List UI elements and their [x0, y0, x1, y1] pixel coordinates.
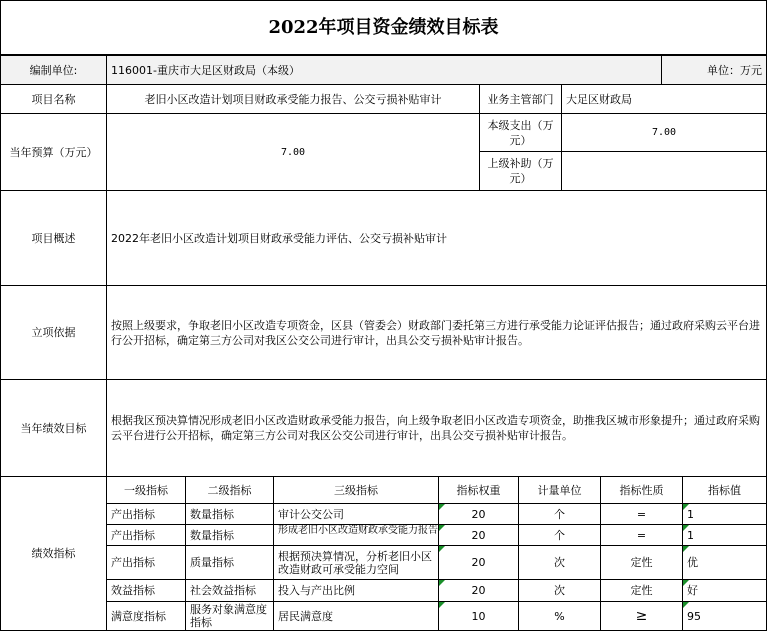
indicator-row1-l1: 产出指标	[106, 503, 186, 525]
overview-label: 项目概述	[0, 190, 107, 286]
indicator-row2-value: 1	[682, 524, 767, 546]
col-nature: 指标性质	[600, 476, 683, 504]
col-value: 指标值	[682, 476, 767, 504]
indicator-row2-nature: =	[600, 524, 683, 546]
indicator-row2-l3: 形成老旧小区改造财政承受能力报告	[273, 524, 439, 546]
indicator-label: 绩效指标	[0, 476, 107, 631]
project-name-label: 项目名称	[0, 84, 107, 114]
budget-value: 7.00	[106, 113, 480, 191]
indicator-row3-l1: 产出指标	[106, 545, 186, 580]
money-unit: 单位：万元	[661, 55, 767, 85]
indicator-row1-l2: 数量指标	[185, 503, 274, 525]
indicator-row1-nature: =	[600, 503, 683, 525]
unit-label: 编制单位:	[0, 55, 107, 85]
indicator-row1-unit: 个	[518, 503, 601, 525]
indicator-row5-l2: 服务对象满意度指标	[185, 601, 274, 631]
basis-label: 立项依据	[0, 285, 107, 380]
indicator-row4-value: 好	[682, 579, 767, 602]
col-level3: 三级指标	[273, 476, 439, 504]
dept-label: 业务主管部门	[479, 84, 562, 114]
own-expense-value: 7.00	[561, 113, 767, 152]
basis-value: 按照上级要求，争取老旧小区改造专项资金，区县（管委会）财政部门委托第三方进行承受能力论证评估报告；通过政府采购云平台进行公开招标，确定第三方公司对我区公交公司进行审计，出具公交亏损补贴审计报告。	[106, 285, 767, 380]
target-value: 根据我区预决算情况形成老旧小区改造财政承受能力报告，向上级争取老旧小区改造专项资金，助推我区城市形象提升；通过政府采购云平台进行公开招标，确定第三方公司对我区公交公司进行审计，出具公交亏损补贴审计报告。	[106, 379, 767, 477]
indicator-row5-l3: 居民满意度	[273, 601, 439, 631]
col-level2: 二级指标	[185, 476, 274, 504]
indicator-row4-unit: 次	[518, 579, 601, 602]
indicator-row4-l2: 社会效益指标	[185, 579, 274, 602]
col-level1: 一级指标	[106, 476, 186, 504]
target-label: 当年绩效目标	[0, 379, 107, 477]
indicator-row1-l3: 审计公交公司	[273, 503, 439, 525]
indicator-row3-l3: 根据预决算情况，分析老旧小区改造财政可承受能力空间	[273, 545, 439, 580]
indicator-row4-nature: 定性	[600, 579, 683, 602]
indicator-row2-l2: 数量指标	[185, 524, 274, 546]
unit-value: 116001-重庆市大足区财政局（本级）	[106, 55, 662, 85]
indicator-row3-nature: 定性	[600, 545, 683, 580]
indicator-row5-weight: 10	[438, 601, 519, 631]
indicator-row3-unit: 次	[518, 545, 601, 580]
indicator-row5-l1: 满意度指标	[106, 601, 186, 631]
indicator-row5-nature: ≥	[600, 601, 683, 631]
indicator-row4-l1: 效益指标	[106, 579, 186, 602]
dept-value: 大足区财政局	[561, 84, 767, 114]
indicator-row1-weight: 20	[438, 503, 519, 525]
project-name-value: 老旧小区改造计划项目财政承受能力报告、公交亏损补贴审计	[106, 84, 480, 114]
indicator-row1-value: 1	[682, 503, 767, 525]
indicator-row4-weight: 20	[438, 579, 519, 602]
overview-value: 2022年老旧小区改造计划项目财政承受能力评估、公交亏损补贴审计	[106, 190, 767, 286]
indicator-row4-l3: 投入与产出比例	[273, 579, 439, 602]
superior-subsidy-label: 上级补助（万元）	[479, 151, 562, 191]
indicator-row5-unit: %	[518, 601, 601, 631]
indicator-row5-value: 95	[682, 601, 767, 631]
page-title: 2022年项目资金绩效目标表	[0, 0, 767, 55]
budget-label: 当年预算（万元）	[0, 113, 107, 191]
indicator-row3-value: 优	[682, 545, 767, 580]
indicator-row3-weight: 20	[438, 545, 519, 580]
col-unit: 计量单位	[518, 476, 601, 504]
col-weight: 指标权重	[438, 476, 519, 504]
indicator-row2-unit: 个	[518, 524, 601, 546]
indicator-row2-l1: 产出指标	[106, 524, 186, 546]
indicator-row3-l2: 质量指标	[185, 545, 274, 580]
superior-subsidy-value	[561, 151, 767, 191]
own-expense-label: 本级支出（万元）	[479, 113, 562, 152]
indicator-row2-weight: 20	[438, 524, 519, 546]
